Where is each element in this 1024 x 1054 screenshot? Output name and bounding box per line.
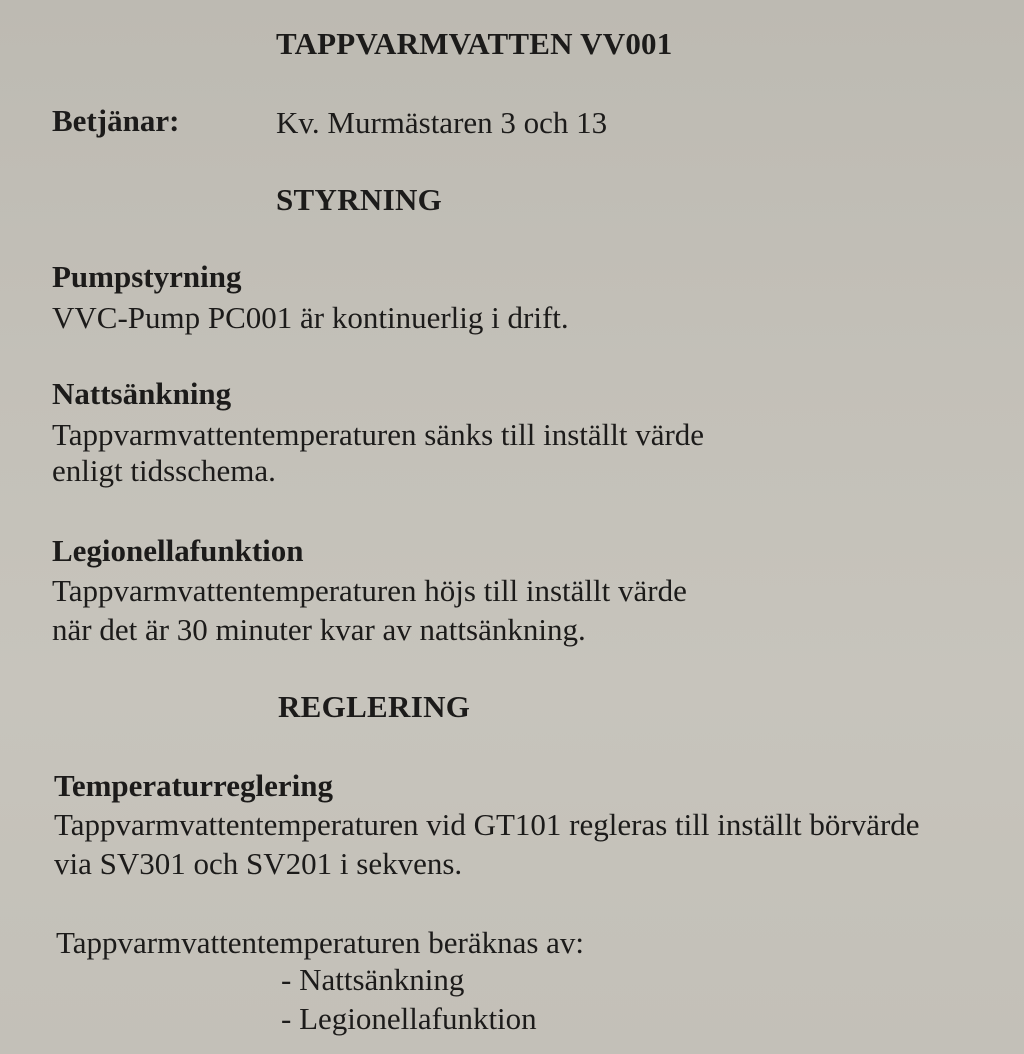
calc-list-item: - Legionellafunktion xyxy=(281,1001,537,1036)
serves-value: Kv. Murmästaren 3 och 13 xyxy=(276,105,608,140)
paragraph-line: när det är 30 minuter kvar av nattsänkning. xyxy=(52,612,586,647)
document-title: TAPPVARMVATTEN VV001 xyxy=(276,26,673,61)
section-heading-reglering: REGLERING xyxy=(278,689,471,724)
paragraph-line: Tappvarmvattentemperaturen vid GT101 regleras till inställt börvärde xyxy=(54,807,920,842)
serves-label: Betjänar: xyxy=(52,103,180,138)
subheading-nattsankning: Nattsänkning xyxy=(52,376,232,411)
paragraph-line: VVC-Pump PC001 är kontinuerlig i drift. xyxy=(52,300,569,335)
paragraph-line: Tappvarmvattentemperaturen sänks till inställt värde xyxy=(52,417,705,452)
subheading-legionellafunktion: Legionellafunktion xyxy=(52,533,304,568)
calc-list-item: - Nattsänkning xyxy=(281,962,465,997)
paragraph-line: via SV301 och SV201 i sekvens. xyxy=(54,846,463,881)
calc-intro: Tappvarmvattentemperaturen beräknas av: xyxy=(56,925,585,960)
section-heading-styrning: STYRNING xyxy=(276,182,443,217)
paragraph-line: enligt tidsschema. xyxy=(52,453,276,488)
paragraph-line: Tappvarmvattentemperaturen höjs till inställt värde xyxy=(52,573,687,608)
subheading-pumpstyrning: Pumpstyrning xyxy=(52,259,242,294)
subheading-temperaturreglering: Temperaturreglering xyxy=(54,768,333,803)
